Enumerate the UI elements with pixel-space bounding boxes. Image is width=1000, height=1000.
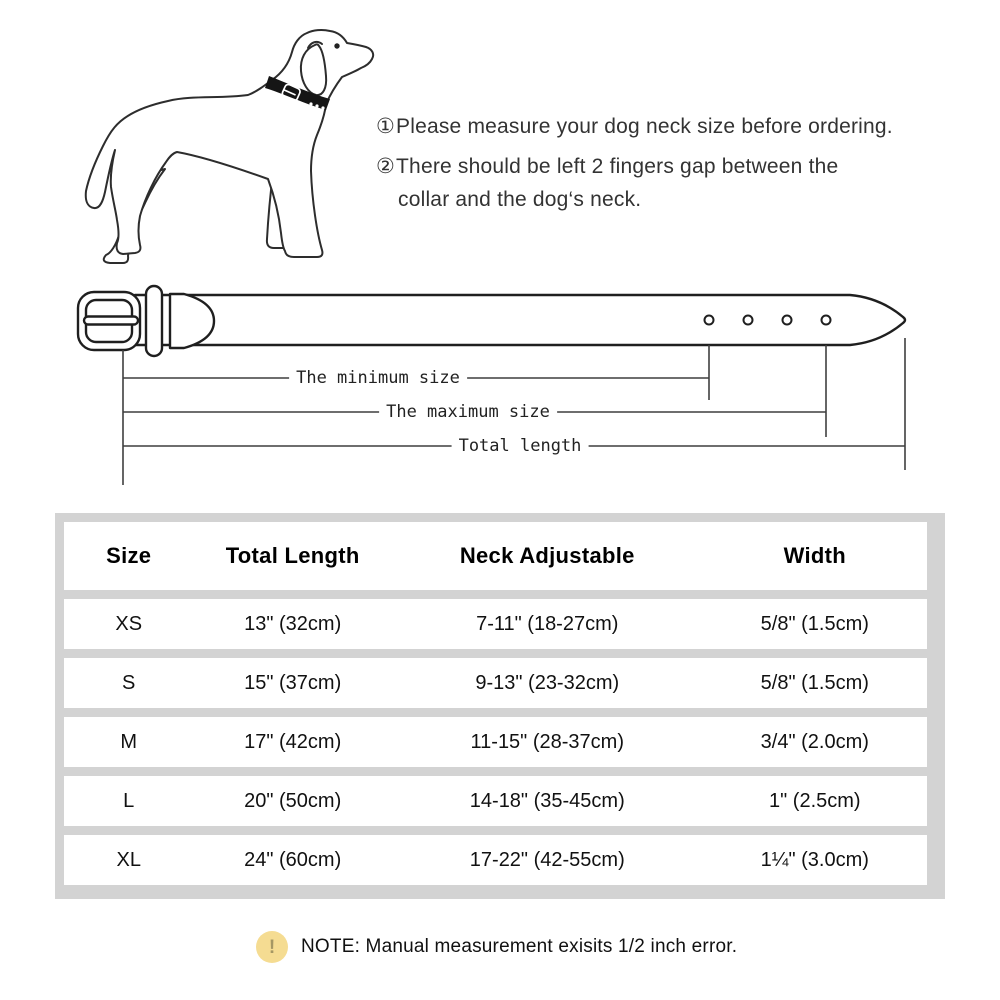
- neck-adjustable-cell: 14-18" (35-45cm): [469, 789, 625, 812]
- instruction-item-1: [376, 114, 893, 139]
- width-cell: 1¼" (3.0cm): [760, 848, 869, 871]
- dog-eye: [334, 43, 339, 48]
- note-text: NOTE: Manual measurement exisits 1/2 inch error.: [301, 936, 738, 957]
- width-cell: 1" (2.5cm): [769, 789, 861, 812]
- table-row-m: [64, 717, 927, 767]
- instruction-2-text-line1: There should be left 2 fingers gap between the: [396, 155, 839, 178]
- table-row-xl: [64, 835, 927, 885]
- header-neck-adjustable: Neck Adjustable: [459, 543, 635, 568]
- header-width: Width: [783, 543, 846, 568]
- header-size: Size: [106, 543, 152, 568]
- neck-adjustable-cell: 7-11" (18-27cm): [476, 612, 619, 635]
- size-cell: XL: [116, 848, 141, 871]
- size-cell: S: [122, 671, 136, 694]
- circled-number-2: ②: [376, 155, 396, 178]
- total-length-cell: 17" (42cm): [244, 730, 342, 753]
- collar-diagram: [60, 280, 950, 510]
- neck-adjustable-cell: 11-15" (28-37cm): [470, 730, 624, 753]
- total-length-label: Total length: [452, 436, 589, 456]
- table-row-xs: [64, 599, 927, 649]
- table-header-row: [64, 522, 927, 590]
- total-length-cell: 20" (50cm): [244, 789, 342, 812]
- exclamation-icon: !: [256, 931, 288, 963]
- total-length-cell: 15" (37cm): [244, 671, 342, 694]
- size-cell: M: [120, 730, 138, 753]
- total-length-cell: 24" (60cm): [244, 848, 342, 871]
- instruction-2-text-line2: collar and the dog‘s neck.: [398, 188, 642, 211]
- width-cell: 5/8" (1.5cm): [760, 671, 869, 694]
- dog-illustration: [65, 5, 385, 275]
- collar-buckle: [78, 292, 140, 350]
- dog-body-outline: [86, 30, 373, 257]
- table-row-s: [64, 658, 927, 708]
- instruction-item-2: [376, 154, 838, 179]
- size-cell: L: [123, 789, 135, 812]
- total-length-cell: 13" (32cm): [244, 612, 342, 635]
- instruction-1-text: Please measure your dog neck size before ordering.: [396, 115, 893, 138]
- circled-number-1: ①: [376, 115, 396, 138]
- neck-adjustable-cell: 17-22" (42-55cm): [469, 848, 625, 871]
- note-row: [256, 931, 737, 963]
- width-cell: 3/4" (2.0cm): [760, 730, 869, 753]
- neck-adjustable-cell: 9-13" (23-32cm): [475, 671, 620, 694]
- size-table: [55, 513, 945, 899]
- width-cell: 5/8" (1.5cm): [760, 612, 869, 635]
- buckle-prong: [84, 317, 138, 325]
- collar-keeper: [146, 286, 162, 356]
- size-cell: XS: [115, 612, 143, 635]
- header-total-length: Total Length: [225, 543, 360, 568]
- min-size-label: The minimum size: [289, 368, 467, 388]
- table-row-l: [64, 776, 927, 826]
- instruction-item-2-wrap: [398, 188, 641, 212]
- max-size-label: The maximum size: [379, 402, 557, 422]
